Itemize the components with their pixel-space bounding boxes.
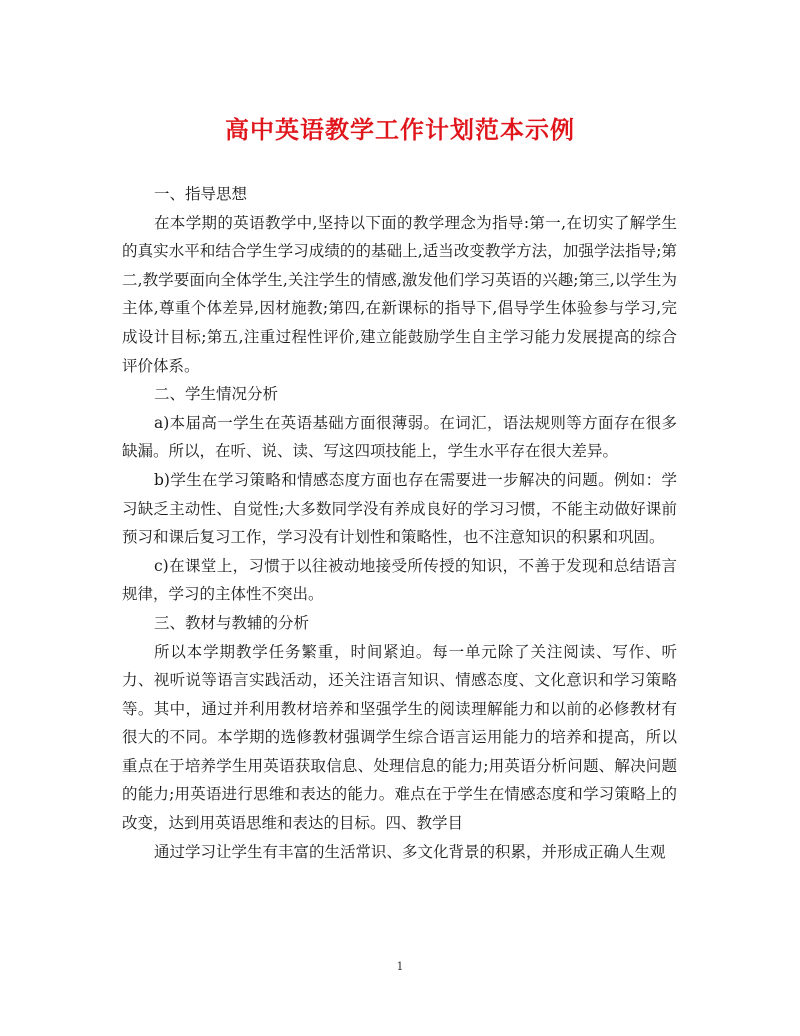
section-heading-materials-analysis: 三、教材与教辅的分析 — [154, 613, 310, 632]
document-body — [122, 180, 677, 866]
paragraph-student-analysis-c: c)在课堂上，习惯于以往被动地接受所传授的知识，不善于发现和总结语言规律，学习的主体性不突出。 — [122, 556, 677, 604]
section-heading-guiding-thought: 一、指导思想 — [154, 185, 248, 203]
paragraph-student-analysis-a: a)本届高一学生在英语基础方面很薄弱。在词汇，语法规则等方面存在很多缺漏。所以，在听、说、读、写这四项技能上，学生水平存在很大差异。 — [122, 413, 677, 461]
paragraph-materials-analysis: 所以本学期教学任务繁重，时间紧迫。每一单元除了关注阅读、写作、听力、视听说等语言实践活动，还关注语言知识、情感态度、文化意识和学习策略等。其中，通过并利用教材培养和坚强学生的阅读理解能力和以前的必修教材有很大的不同。本学期的选修教材强调学生综合语言运用能力的培养和提高，所以重点在于培养学生用英语获取信息、处理信息的能力;用英语分析问题、解决问题的能力;用英语进行思维和表达的能力。难点在于学生在情感态度和学习策略上的改变，达到用英语思维和表达的目标。四、教学目 — [122, 642, 677, 833]
paragraph-guiding-thought: 在本学期的英语教学中,坚持以下面的教学理念为指导:第一,在切实了解学生的真实水平和结合学生学习成绩的的基础上,适当改变教学方法，加强学法指导;第二,教学要面向全体学生,关注学生的情感,激发他们学习英语的兴趣;第三,以学生为主体,尊重个体差异,因材施教;第四,在新课标的指导下,倡导学生体验参与学习,完成设计目标;第五,注重过程性评价,建立能鼓励学生自主学习能力发展提高的综合评价体系。 — [122, 213, 677, 375]
document-title: 高中英语教学工作计划范本示例 — [225, 115, 575, 144]
page-number: 1 — [396, 960, 404, 973]
paragraph-student-analysis-b: b)学生在学习策略和情感态度方面也存在需要进一步解决的问题。例如：学习缺乏主动性、自觉性;大多数同学没有养成良好的学习习惯，不能主动做好课前预习和课后复习工作，学习没有计划性和策略性，也不注意知识的积累和巩固。 — [122, 470, 677, 547]
section-heading-student-analysis: 二、学生情况分析 — [154, 385, 279, 404]
paragraph-teaching-goals: 通过学习让学生有丰富的生活常识、多文化背景的积累，并形成正确人生观 — [154, 842, 666, 861]
